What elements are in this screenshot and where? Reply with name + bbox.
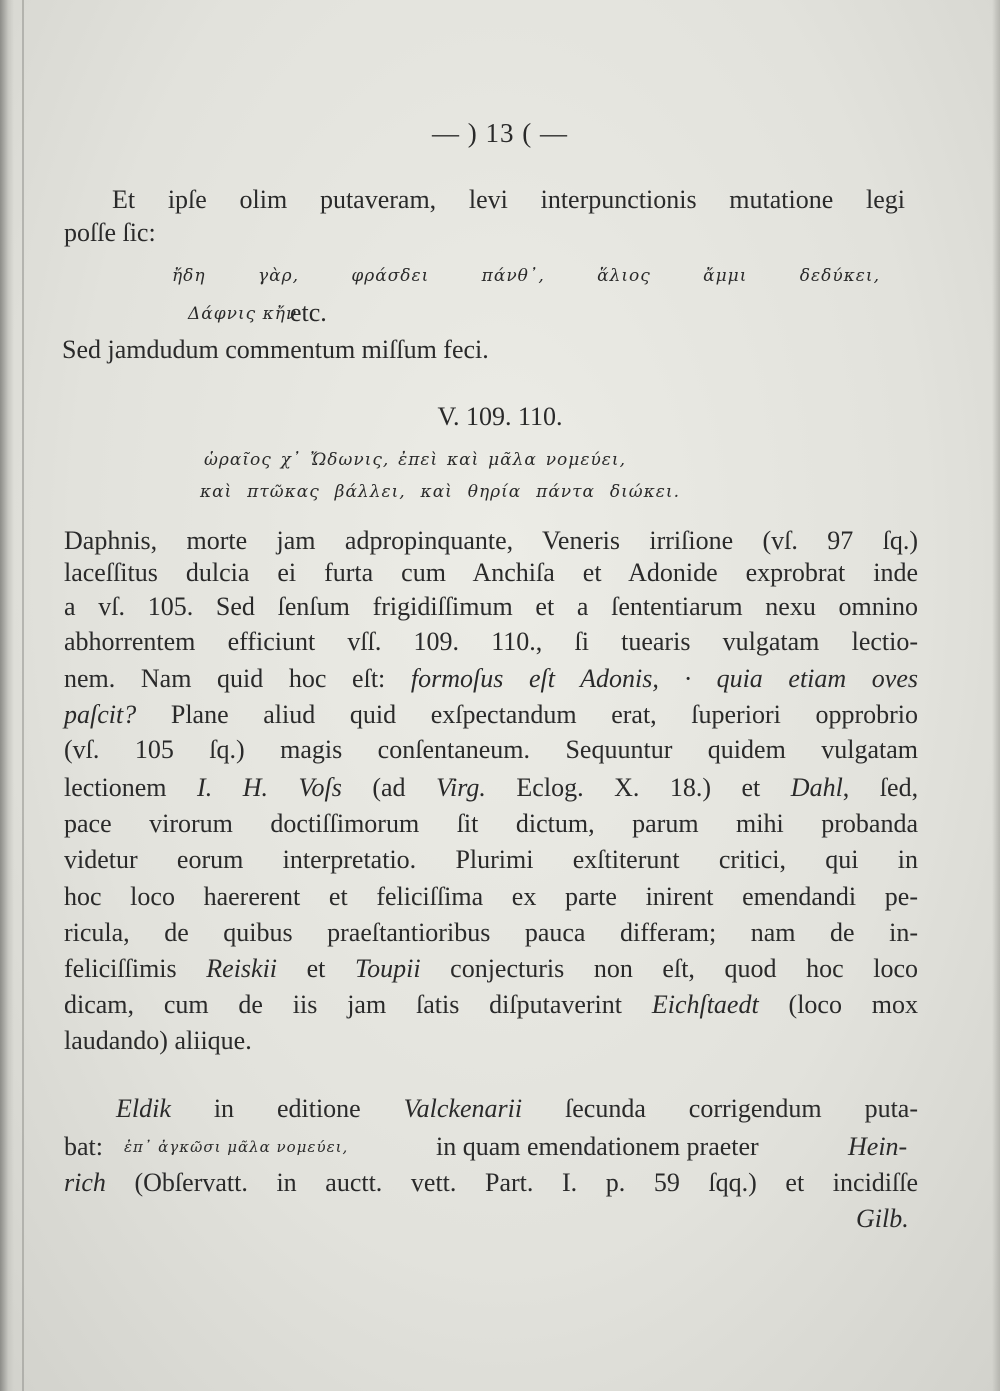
greek-quote-2-line-2: καὶ πτῶκας βάλλει, καὶ θηρία πάντα διώκει.	[200, 482, 680, 502]
greek-emendation: ἐπ᾽ ἀγκῶσι μᾶλα νομεύει,	[124, 1138, 349, 1156]
author-name-heinrich-part: rich	[64, 1168, 106, 1197]
author-name-virgil: Virg.	[436, 773, 486, 802]
text-run: nem. Nam quid hoc eſt:	[64, 664, 386, 693]
paragraph-4-line-3	[64, 1166, 918, 1200]
quoted-verse-italic: paſcit?	[64, 700, 137, 729]
author-name-eldik: Eldik	[116, 1094, 171, 1123]
paragraph-3-line-8	[64, 771, 918, 805]
paragraph-3-line-10: videtur eorum interpretatio. Plurimi exſtiterunt critici, qui in	[64, 845, 918, 874]
paragraph-3-line-4: abhorrentem efficiunt vſſ. 109. 110., ſi tuearis vulgatam lectio-	[64, 627, 918, 656]
paragraph-2: Sed jamdudum commentum miſſum feci.	[62, 335, 489, 364]
text-run: conjecturis non eſt, quod hoc loco	[450, 954, 919, 983]
paragraph-3-line-6	[64, 698, 918, 732]
paragraph-1-line-1: Et ipſe olim putaveram, levi interpunctionis mutatione legi	[112, 185, 905, 214]
text-run: Plane aliud quid exſpectandum erat, ſuperiori opprobrio	[170, 700, 918, 729]
paragraph-3-line-7: (vſ. 105 ſq.) magis conſentaneum. Sequuntur quidem vulgatam	[64, 735, 918, 764]
author-name-toup: Toupii	[355, 954, 421, 983]
paragraph-3-line-3: a vſ. 105. Sed ſenſum frigidiſſimum et a ſententiarum nexu omnino	[64, 592, 918, 621]
greek-quote-line-1: ἤδη γὰρ, φράσδει πάνθ᾽, ἅλιος ἄμμι δεδύκει,	[172, 266, 880, 286]
text-run: (loco mox	[788, 990, 918, 1019]
text-run: dicam, cum de iis jam ſatis diſputaverint	[64, 990, 623, 1019]
paragraph-4-line-2-start: bat:	[64, 1132, 103, 1161]
author-name-reiske: Reiskii	[206, 954, 278, 983]
greek-quote-line-2: Δάφνις κἤν	[188, 304, 298, 324]
paragraph-3-line-2: laceſſitus dulcia ei furta cum Anchiſa et Adonide exprobrat inde	[64, 558, 918, 587]
etc-text: etc.	[290, 298, 327, 327]
paragraph-3-line-14	[64, 988, 918, 1022]
author-name-eichstaedt: Eichſtaedt	[651, 990, 759, 1019]
page-gutter-shadow	[0, 0, 14, 1391]
text-run: lectionem	[64, 773, 167, 802]
paragraph-4-line-2-text: in quam emendationem praeter	[436, 1132, 759, 1161]
paragraph-3-line-15: laudando) aliique.	[64, 1026, 252, 1055]
catchword: Gilb.	[856, 1204, 909, 1233]
paragraph-3-line-5	[64, 662, 918, 696]
paragraph-4-line-1	[116, 1092, 918, 1126]
text-run: Eclog. X. 18.) et	[516, 773, 761, 802]
page-header: — ) 13 ( —	[432, 118, 568, 148]
paragraph-3-line-9: pace virorum doctiſſimorum ſit dictum, parum mihi probanda	[64, 809, 918, 838]
gutter-line	[22, 0, 24, 1391]
page-edge-shadow	[992, 0, 1000, 1391]
text-run: feliciſſimis	[64, 954, 177, 983]
author-name-valckenaer: Valckenarii	[403, 1094, 523, 1123]
paragraph-3-line-1: Daphnis, morte jam adpropinquante, Veneris irriſione (vſ. 97 ſq.)	[64, 526, 918, 555]
text-run: et	[306, 954, 326, 983]
paragraph-1-line-2: poſſe ſic:	[64, 218, 156, 247]
text-run: (ad	[372, 773, 406, 802]
quoted-verse-italic: formoſus eſt Adonis, · quia etiam oves	[410, 664, 919, 693]
text-run: ſecunda corrigendum puta-	[565, 1094, 919, 1123]
verse-reference: V. 109. 110.	[437, 402, 563, 431]
paragraph-3-line-11: hoc loco haererent et feliciſſima ex parte inirent emendandi pe-	[64, 882, 918, 911]
paragraph-3-line-12: ricula, de quibus praeſtantioribus pauca differam; nam de in-	[64, 918, 918, 947]
author-name-heinrich-part: Hein-	[848, 1132, 908, 1161]
text-run: , ſed,	[842, 773, 919, 802]
paragraph-3-line-13	[64, 952, 918, 986]
text-run: in editione	[213, 1094, 361, 1123]
author-name-dahl: Dahl	[790, 773, 843, 802]
text-run: (Obſervatt. in auctt. vett. Part. I. p. 59 ſqq.) et incidiſſe	[134, 1168, 919, 1197]
author-name-voss: I. H. Voſs	[197, 773, 342, 802]
greek-quote-2-line-1: ὡραῖος χ᾽ Ὤδωνις, ἐπεὶ καὶ μᾶλα νομεύει,	[204, 450, 626, 470]
